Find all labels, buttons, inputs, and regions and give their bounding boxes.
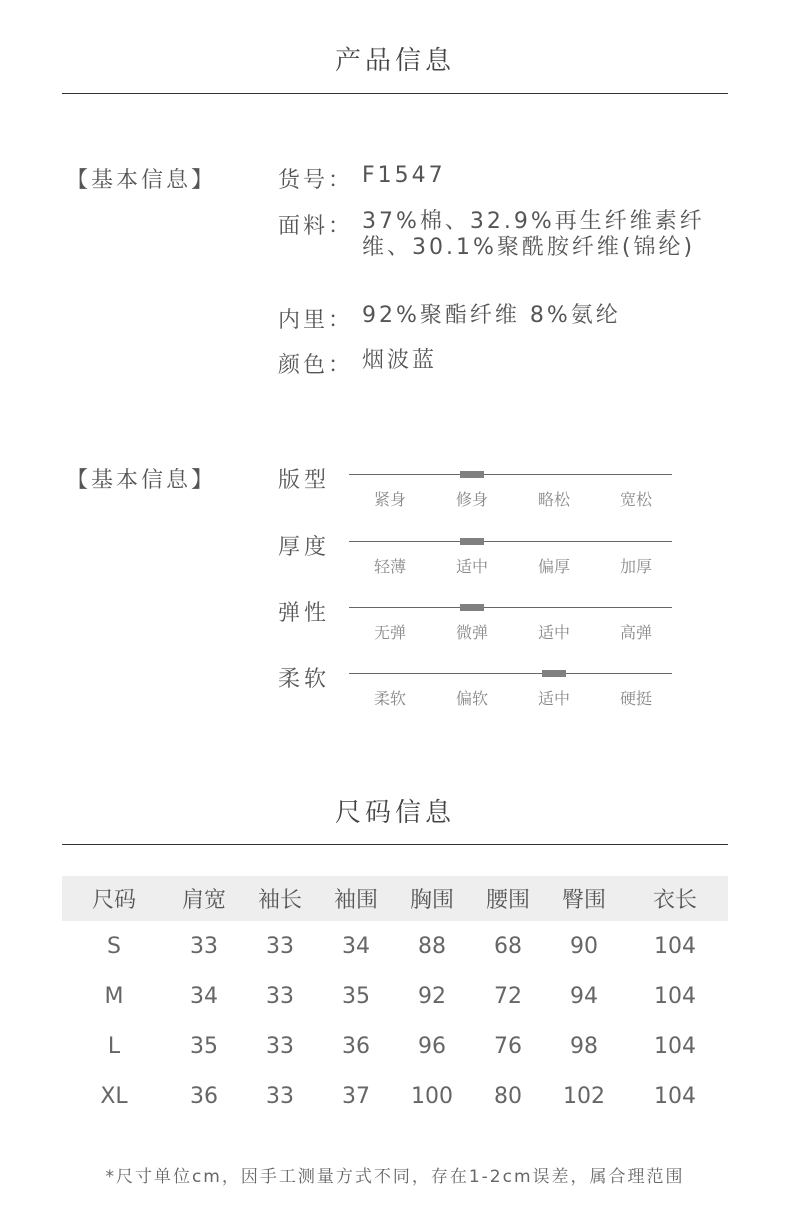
item-number-key: 货号： bbox=[278, 168, 354, 193]
scale-option: 柔软 bbox=[373, 689, 406, 708]
measurement-note: *尺寸单位cm，因手工测量方式不同，存在1-2cm误差，属合理范围 bbox=[105, 1167, 685, 1187]
size-cell: 72 bbox=[494, 983, 522, 1009]
table-row bbox=[62, 1021, 728, 1071]
product-info-title: 产品信息 bbox=[334, 46, 455, 76]
size-cell: 90 bbox=[570, 933, 598, 959]
size-info-title: 尺码信息 bbox=[334, 798, 455, 828]
color-value: 烟波蓝 bbox=[362, 348, 438, 373]
size-cell: 34 bbox=[342, 933, 370, 959]
size-cell: 35 bbox=[342, 983, 370, 1009]
size-cell: 33 bbox=[190, 933, 218, 959]
size-cell: 100 bbox=[411, 1083, 453, 1109]
scale-option: 无弹 bbox=[373, 623, 406, 642]
lining-key: 内里： bbox=[278, 308, 354, 333]
scale-option: 轻薄 bbox=[373, 557, 406, 576]
scale-label: 弹性 bbox=[278, 601, 331, 626]
size-cell: 88 bbox=[418, 933, 446, 959]
fabric-value: 37%棉、32.9%再生纤维素纤维、30.1%聚酰胺纤维(锦纶) bbox=[362, 209, 705, 260]
size-table-header bbox=[62, 876, 728, 921]
scale-option: 修身 bbox=[455, 490, 488, 509]
size-column-header: 尺码 bbox=[62, 876, 166, 921]
size-column-header: 肩宽 bbox=[166, 876, 242, 921]
table-row bbox=[62, 921, 728, 971]
scale-option: 宽松 bbox=[619, 490, 652, 509]
scale-label: 柔软 bbox=[278, 667, 331, 692]
size-cell: M bbox=[104, 983, 124, 1009]
size-cell: 98 bbox=[570, 1033, 598, 1059]
lining-value: 92%聚酯纤维 8%氨纶 bbox=[362, 303, 621, 328]
size-cell: 104 bbox=[654, 1083, 696, 1109]
size-cell: 104 bbox=[654, 933, 696, 959]
scale-label: 版型 bbox=[278, 468, 331, 493]
size-cell: 76 bbox=[494, 1033, 522, 1059]
scale-track bbox=[349, 474, 672, 475]
size-cell: 80 bbox=[494, 1083, 522, 1109]
size-cell: 104 bbox=[654, 1033, 696, 1059]
fabric-key: 面料： bbox=[278, 214, 354, 239]
color-key: 颜色： bbox=[278, 353, 354, 378]
size-column-header: 袖长 bbox=[242, 876, 318, 921]
size-cell: 33 bbox=[266, 1083, 294, 1109]
scale-option: 偏软 bbox=[455, 689, 488, 708]
scale-option: 适中 bbox=[455, 557, 488, 576]
scale-track bbox=[349, 673, 672, 674]
scale-option: 适中 bbox=[537, 689, 570, 708]
table-row bbox=[62, 1071, 728, 1121]
attributes-label: 【基本信息】 bbox=[66, 468, 217, 493]
size-title-divider bbox=[62, 844, 728, 845]
size-cell: 92 bbox=[418, 983, 446, 1009]
size-cell: 34 bbox=[190, 983, 218, 1009]
scale-option: 硬挺 bbox=[619, 689, 652, 708]
scale-option: 高弹 bbox=[619, 623, 652, 642]
size-column-header: 衣长 bbox=[622, 876, 728, 921]
size-cell: 94 bbox=[570, 983, 598, 1009]
scale-track bbox=[349, 607, 672, 608]
scale-selected-marker bbox=[460, 538, 484, 545]
size-cell: 36 bbox=[190, 1083, 218, 1109]
scale-selected-marker bbox=[542, 670, 566, 677]
size-cell: 33 bbox=[266, 983, 294, 1009]
scale-option: 适中 bbox=[537, 623, 570, 642]
scale-option: 微弹 bbox=[455, 623, 488, 642]
size-cell: 104 bbox=[654, 983, 696, 1009]
scale-option: 紧身 bbox=[373, 490, 406, 509]
scale-option: 偏厚 bbox=[537, 557, 570, 576]
size-cell: L bbox=[107, 1033, 121, 1059]
size-column-header: 腰围 bbox=[470, 876, 546, 921]
size-cell: 68 bbox=[494, 933, 522, 959]
size-cell: 96 bbox=[418, 1033, 446, 1059]
size-table bbox=[62, 876, 728, 1121]
scale-option: 略松 bbox=[537, 490, 570, 509]
size-column-header: 臀围 bbox=[546, 876, 622, 921]
size-cell: XL bbox=[100, 1083, 128, 1109]
size-column-header: 胸围 bbox=[394, 876, 470, 921]
scale-selected-marker bbox=[460, 471, 484, 478]
size-cell: 37 bbox=[342, 1083, 370, 1109]
size-cell: 102 bbox=[563, 1083, 605, 1109]
scale-label: 厚度 bbox=[278, 535, 331, 560]
scale-track bbox=[349, 541, 672, 542]
size-cell: 33 bbox=[266, 933, 294, 959]
size-cell: S bbox=[107, 933, 121, 959]
scale-selected-marker bbox=[460, 604, 484, 611]
size-column-header: 袖围 bbox=[318, 876, 394, 921]
item-number-value: F1547 bbox=[362, 163, 446, 188]
title-divider bbox=[62, 93, 728, 94]
table-row bbox=[62, 971, 728, 1021]
scale-option: 加厚 bbox=[619, 557, 652, 576]
size-cell: 36 bbox=[342, 1033, 370, 1059]
size-cell: 33 bbox=[266, 1033, 294, 1059]
basic-info-label: 【基本信息】 bbox=[66, 168, 217, 193]
size-cell: 35 bbox=[190, 1033, 218, 1059]
